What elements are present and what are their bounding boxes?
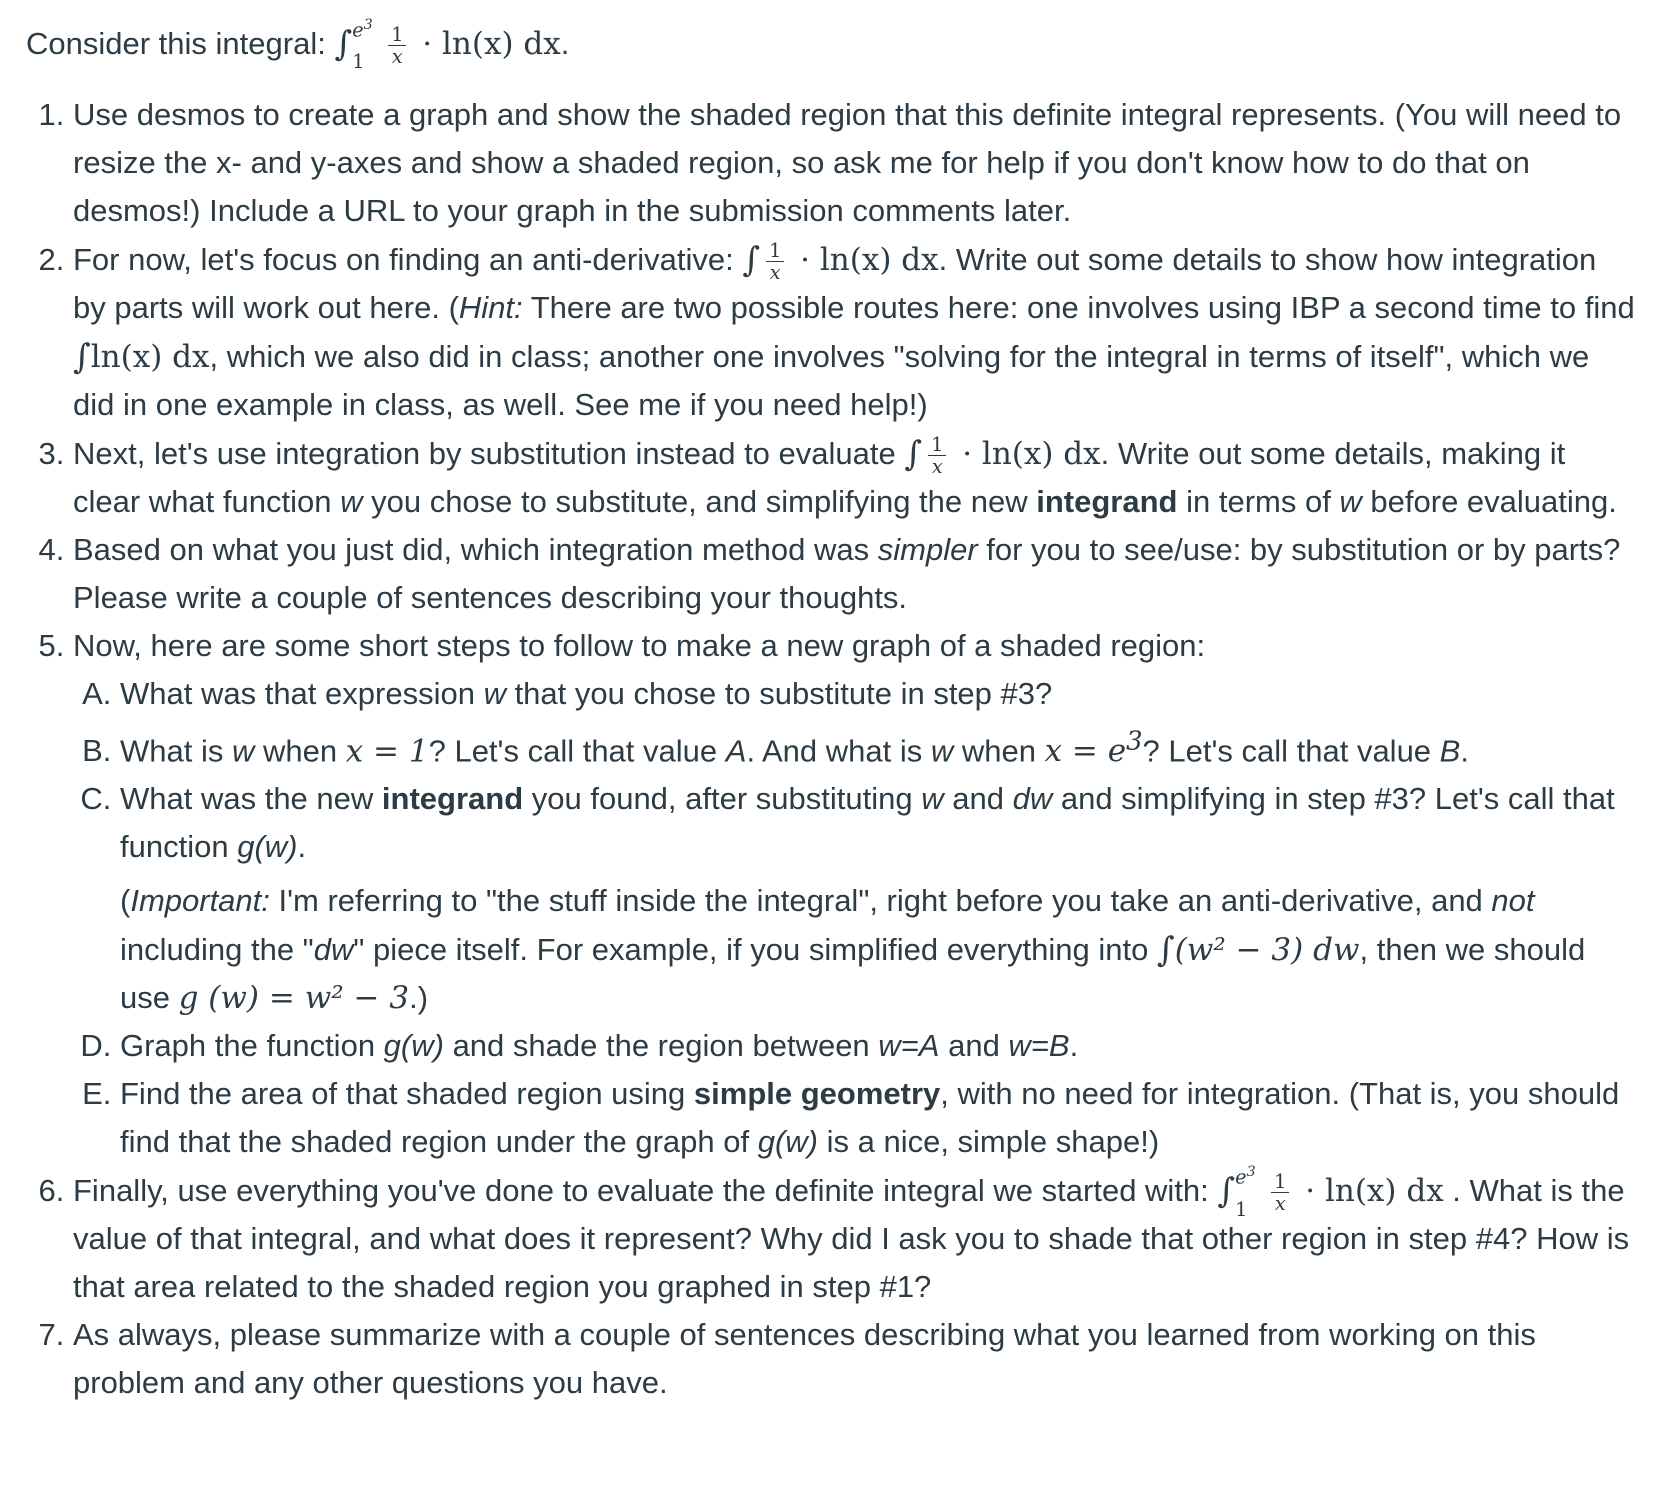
question-1 [73,91,1636,235]
step-d-text-b: and shade the region between [443,1028,879,1064]
question-2-integral [742,238,939,284]
hint-label: Hint: [458,290,523,325]
step-b-text-e: when [953,733,1045,769]
fraction [1271,1171,1289,1214]
question-2-text-c: There are two possible routes here: one involves using IBP a second time to find [522,290,1635,325]
fraction-numerator: 1 [388,24,406,46]
step-e-text-a: Find the area of that shaded region using [120,1076,694,1112]
integral-sign: ∫ [1156,930,1175,971]
question-3-text-c: you chose to substitute, and simplifying the new [362,484,1037,519]
upper-limit-exp: 3 [1246,1163,1256,1180]
variable-w: w [340,484,363,519]
bound-w-b: w=B [1008,1028,1070,1064]
integral-limits [352,16,374,74]
intro-end: . [560,26,570,61]
step-d-text-a: Graph the function [120,1028,384,1064]
variable-w: w [231,733,255,769]
fraction [928,434,946,477]
example-integral [1156,930,1360,971]
question-2-text-d: , which we also did in class; another one involves "solving for the integral in terms of itself", which we did in one example in class, as well. See me if you need help!) [73,339,1590,422]
question-3-integral [904,432,1101,478]
value-a: A [725,733,747,769]
variable-dw: dw [1012,781,1053,817]
question-2-text-a: For now, let's focus on finding an anti-derivative: [73,242,743,277]
step-b-text-d: . And what is [746,733,931,769]
fraction [388,24,406,67]
variable-w: w [930,733,954,769]
fraction-numerator: 1 [1271,1171,1289,1193]
question-3-text-b: . Write out some details, making it clear what function [73,436,1566,519]
step-c-text-a: What was the new [120,781,382,817]
question-3-text-e: before evaluating. [1361,484,1617,519]
step-d-text-c: and [939,1028,1009,1064]
note-text-i: , then we should use [120,932,1586,1016]
question-3-text-d: in terms of [1177,484,1340,519]
question-2-integral-2 [73,339,210,375]
question-6-integral [1217,1163,1444,1221]
integrand-rest: · ln(x) dx [790,242,939,278]
assignment-content [26,18,1636,1407]
integrand: ln(x) dx [90,339,210,375]
step-a [120,670,1636,718]
integral-sign: ∫ [904,434,923,474]
question-4-text-b: for you to see/use: by substitution or by parts? Please write a couple of sentences describing your thoughts. [73,532,1621,615]
integrand-rest: · ln(x) dx [1295,1173,1444,1210]
question-5-text: Now, here are some short steps to follow to make a new graph of a shaded region: [73,628,1206,663]
variable-w: w [921,781,944,817]
integrand-bold: integrand [381,781,524,817]
note-text-f: I'm referring to "the stuff inside the integral", right before you take an anti-derivative, and [269,883,1492,919]
function-g-of-w: g(w) [757,1124,818,1160]
step-e-text-c: is a nice, simple shape!) [817,1124,1160,1160]
note-text-g: including the " [120,932,314,968]
variable-dw: dw [313,932,354,968]
step-b-text-g: . [1460,733,1469,769]
fraction-denominator: x [931,455,943,478]
note-text-h: " piece itself. For example, if you simplified everything into [353,932,1157,968]
simpler-emphasis: simpler [877,532,978,567]
intro-integral [334,16,561,74]
question-4 [73,526,1636,622]
upper-limit-exp: 3 [363,16,373,33]
step-a-text-a: What was that expression [120,676,484,711]
question-2-text-b: . Write out some details to show how integration by parts will work out here. ( [73,242,1597,325]
step-b-text-f: ? Let's call that value [1142,733,1440,769]
question-2 [73,235,1636,429]
step-c-text-b: you found, after substituting [523,781,922,817]
question-list [26,91,1636,1407]
question-7 [73,1311,1636,1407]
step-b-text-c: ? Let's call that value [428,733,726,769]
upper-limit-base: e [352,17,364,41]
question-7-text: As always, please summarize with a couple of sentences describing what you learned from working on this problem and any other questions you have. [73,1317,1536,1401]
example-g-definition: g (w) = w² − 3 [178,980,410,1017]
integrand-bold: integrand [1036,484,1178,519]
step-b [120,718,1636,775]
paren-open: ( [120,883,131,919]
lower-limit: 1 [352,50,365,74]
integral-sign: ∫ [742,240,761,280]
example-integrand: (w² − 3) dw [1174,932,1360,969]
fraction-denominator: x [391,45,403,68]
fraction-numerator: 1 [766,240,784,262]
question-6-text-b: . What is the value of that integral, and what does it represent? Why did I ask you to shade that other region in step #4? How is that area related to the shaded region you graphed in step #1? [73,1173,1630,1305]
integral-limits [1235,1163,1257,1221]
intro-paragraph [26,16,1636,74]
math-x-equals-1: x = 1 [345,733,429,770]
math-base: x = e [1044,733,1127,770]
fraction-numerator: 1 [928,434,946,456]
important-label: Important: [130,883,270,919]
integral-sign: ∫ [334,24,353,64]
step-e-text-b: , with no need for integration. (That is, you should find that the shaded region under the graph of [120,1076,1620,1160]
question-6 [73,1163,1636,1311]
fraction [766,240,784,283]
function-g-of-w: g(w) [237,829,298,865]
question-5-steps [73,670,1636,1166]
step-d-text-d: . [1069,1028,1079,1064]
fraction-denominator: x [769,261,781,284]
not-emphasis: not [1491,883,1535,919]
question-4-text-a: Based on what you just did, which integration method was [73,532,878,567]
question-6-text-a: Finally, use everything you've done to evaluate the definite integral we started with: [73,1173,1218,1209]
question-1-text: Use desmos to create a graph and show the shaded region that this definite integral represents. (You will need to resize the x- and y-axes and show a shaded region, so ask me for help if you don't know how to do that on desmos!) Include a URL to your graph in the submission comments later. [73,97,1622,228]
note-text-j: .) [409,980,429,1016]
math-x-equals-e-cubed [1044,727,1143,770]
step-b-text-a: What is [120,733,232,769]
step-d [120,1022,1636,1070]
step-b-text-b: when [254,733,346,769]
question-5 [73,622,1636,1166]
integral-sign: ∫ [73,337,91,377]
intro-text: Consider this integral: [26,26,335,61]
variable-w: w [483,676,506,711]
integrand-rest: · ln(x) dx [952,436,1101,472]
step-c-text-e: . [297,829,307,865]
important-note [120,877,1636,1022]
step-c-text-d: and simplifying in step #3? Let's call that function [120,781,1615,865]
bound-w-a: w=A [878,1028,940,1064]
step-c-text-c: and [943,781,1013,817]
integral-sign: ∫ [1217,1171,1236,1212]
function-g-of-w: g(w) [383,1028,444,1064]
fraction-denominator: x [1274,1192,1286,1216]
upper-limit-base: e [1235,1165,1247,1189]
integrand-rest: · ln(x) dx [412,26,561,62]
value-b: B [1439,733,1461,769]
question-3-text-a: Next, let's use integration by substitution instead to evaluate [73,436,905,471]
variable-w: w [1339,484,1362,519]
step-a-text-b: that you chose to substitute in step #3? [505,676,1053,711]
step-c [120,775,1636,1022]
lower-limit: 1 [1235,1197,1248,1221]
step-e [120,1070,1636,1166]
math-exponent: 3 [1126,727,1143,757]
question-3 [73,429,1636,526]
simple-geometry-bold: simple geometry [693,1076,941,1112]
